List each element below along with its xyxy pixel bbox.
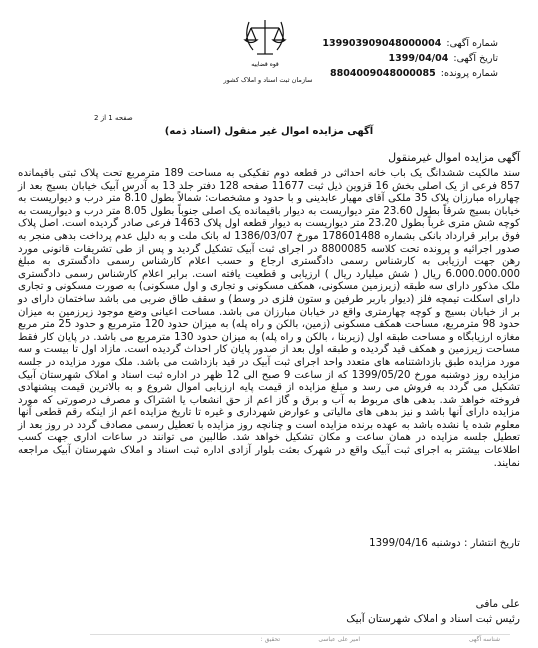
- notice-date-label: تاریخ آگهی:: [453, 53, 498, 64]
- page-indicator: صفحه 1 از 2: [94, 114, 133, 122]
- signatory-name: علی مافی: [475, 598, 520, 610]
- footer-text-2: امیر علی عباسی: [318, 636, 360, 643]
- notice-subtitle: آگهی مزایده اموال غیرمنقول: [388, 151, 520, 164]
- case-number-value: 8804009048000085: [329, 68, 436, 79]
- notice-date-value: 1399/04/04: [388, 53, 449, 64]
- meta-row-notice-date: [328, 51, 498, 66]
- notice-title: آگهی مزایده اموال غیر منقول (اسناد ذمه): [164, 126, 374, 137]
- signatory-title: رئیس ثبت اسناد و املاک شهرستان آبیک: [346, 613, 520, 625]
- notice-meta: [322, 36, 498, 81]
- meta-row-notice-number: [322, 36, 498, 51]
- notice-number-label: شماره آگهی:: [446, 38, 498, 49]
- meta-row-case-number: [328, 66, 498, 81]
- footer-text-1: تحقیق :: [260, 636, 280, 643]
- judiciary-emblem-icon: [235, 14, 295, 72]
- notice-body: [18, 168, 520, 470]
- notice-body-text: سند مالکیت ششدانگ یک باب خانه احداثی در قطعه دوم تفکیکی به مساحت 189 مترمربع تحت پلاک ثبتی باقیمانده 857 فرعی از یک اصلی بخش 16 قزوین ذیل ثبت 11677 صفحه 128 دفتر جلد 13 به آدرس آبیک خیابان بسیج بعد از چهارراه مبارزان پلاک 35 ملکی آقای مهیار عابدینی و با حدود و مشخصات: شمالاً بطول 8.10 متر درب و دیواریست به خیابان بسیج شرقاً بطول 23.60 متر دیواریست به دیوار باقیمانده یک اصلی جنوباً بطول 8.05 متر درب و دیواریست به کوچه شش متری غرباً بطول 23.20 متر دیواریست به دیوار قطعه اول پلاک 1463 فرعی صادر گردیده است. اصل پلاک فوق برابر قرارداد بانکی بشماره 178601488 مورخ 1386/03/07 له بانک ملت و به دلیل عدم پرداخت بدهی منجر به صدور اجرائیه و پرونده تحت کلاسه 8800085 در اجرای ثبت آبیک تشکیل گردید و پس از طی تشریفات قانونی مورد رهن جهت ارزیابی به کارشناس رسمی دادگستری ارجاع و حسب اعلام کارشناس رسمی دادگستری به مبلغ 6.000.000.000 ریال ( شش میلیارد ریال ) ارزیابی و قطعیت یافته است. برابر اعلام کارشناس رسمی دادگستری ملک مذکور دارای سه طبقه (زیرزمین مسکونی، همکف مسکونی و تجاری و اول مسکونی) به صورت مسکونی و تجاری دارای اسکلت تیمچه فلز (دیوار باربر طرفین و ستون فلزی در وسط) و سقف طاق ضربی می باشد ساختمان دارای دو بر از خیابان بسیج و کوچه چهارمتری واقع در خیابان مبارزان می باشد. مساحت اعیانی وضع موجود زیرزمین به میزان حدود 98 مترمربع، مساحت همکف مسکونی (زمین، بالکن و راه پله) به میزان حدود 120 مترمربع و حدود 25 متر مربع مغازه ارزیابگاه و مساحت طبقه اول (زیربنا ، بالکن و راه پله) به میزان حدود 130 مترمربع می باشد. در پایان کار فقط مساحت زیرزمین و همکف قید گردیده و طبقه اول بعد از صدور پایان کار احداث گردیده است. مازاد اول تا بیست و سه مورد مزایده طبق بازداشتنامه های متعدد واحد اجرای ثبت آبیک در قید بازداشت می باشد. ملک مورد مزایده در جلسه مزایده روز دوشنبه مورخ 1399/05/20 که از ساعت 9 صبح الی 12 ظهر در اداره ثبت اسناد و املاک شهرستان آبیک تشکیل می گردد به فروش می رسد و مبلغ مزایده از قیمت پایه ارزیابی اموال شروع و به بالاترین قیمت پیشنهادی فروخته خواهد شد. بدهی های مربوط به آب و برق و گاز اعم از حق انشعاب یا اشتراک و مصرف درصورتی که مورد مزایده دارای آنها باشد و نیز بدهی های مالیاتی و عوارض شهرداری و غیره تا تاریخ مزایده اعم از اینکه رقم قطعی آنها معلوم شده یا نشده باشد به عهده برنده مزایده است و چنانچه روز مزایده با تعطیل رسمی مصادف گردد در روز بعد از تعطیل جلسه مزایده در همان ساعت و مکان تشکیل خواهد شد. طالبین می توانند در ساعات اداری جهت کسب اطلاعات بیشتر به اجرای ثبت آبیک واقع در شهرک بعثت بلوار آزادی اداره ثبت اسناد و املاک شهرستان آبیک مراجعه نمایند.: [18, 168, 521, 469]
- publish-date: تاریخ انتشار : دوشنبه 1399/04/16: [369, 538, 520, 549]
- footer-text-3: شناسه آگهی: [468, 636, 500, 643]
- notice-number-value: 139903909048000004: [322, 38, 442, 49]
- case-number-label: شماره پرونده:: [440, 68, 498, 79]
- emblem-caption: قوه قضاییه: [251, 61, 279, 68]
- footer-strip: [90, 634, 510, 647]
- organization-name: سازمان ثبت اسناد و املاک کشور: [223, 76, 313, 84]
